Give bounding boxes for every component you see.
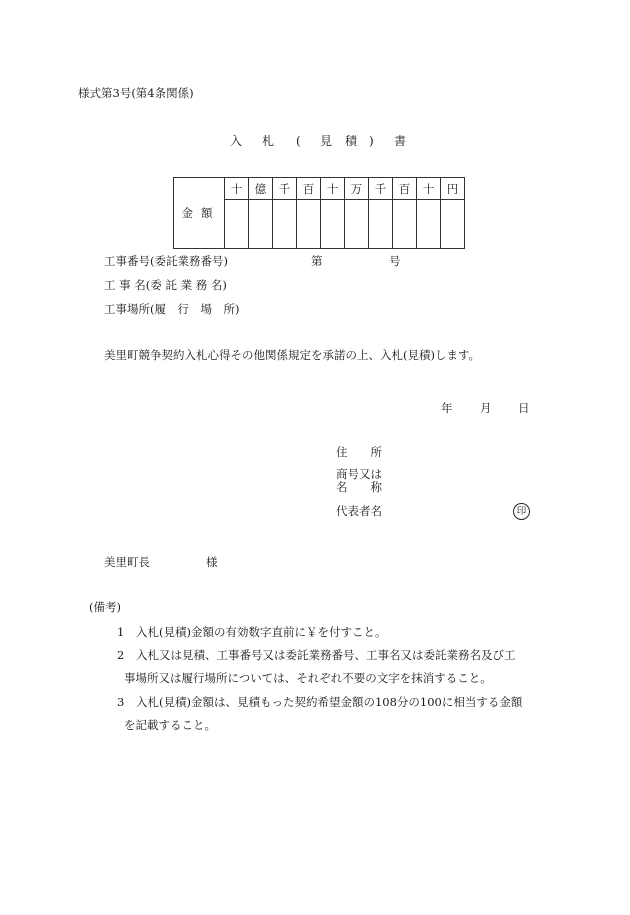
amount-digit-cell[interactable]	[417, 200, 441, 249]
addressee-name: 美里町長	[104, 555, 150, 569]
addressee-honorific: 様	[206, 555, 218, 569]
unit-header: 十	[321, 178, 345, 200]
title-char: 見	[320, 134, 333, 148]
title-char: 書	[394, 134, 407, 148]
amount-digit-cell[interactable]	[345, 200, 369, 249]
title-char: )	[369, 134, 374, 148]
remark-text: 事場所又は履行場所については、それぞれ不要の文字を抹消すること。	[124, 671, 492, 685]
unit-header: 万	[345, 178, 369, 200]
date-year: 年	[441, 401, 453, 415]
amount-digit-cell[interactable]	[297, 200, 321, 249]
number-prefix: 第	[311, 254, 323, 268]
unit-header: 十	[225, 178, 249, 200]
number-suffix: 号	[389, 254, 401, 268]
unit-header: 十	[417, 178, 441, 200]
work-name-label: 工 事 名(委 託 業 務 名)	[104, 278, 227, 292]
amount-label: 金額	[174, 178, 225, 249]
title-char: 入	[230, 134, 243, 148]
amount-digit-cell[interactable]	[369, 200, 393, 249]
date-month: 月	[480, 401, 492, 415]
unit-header: 百	[393, 178, 417, 200]
work-number-label: 工事番号(委託業務番号)	[104, 254, 228, 268]
representative-label: 代表者名	[336, 504, 382, 518]
remark-number: 3	[117, 695, 125, 709]
unit-header: 億	[249, 178, 273, 200]
address-label: 住 所	[336, 445, 382, 459]
trade-name-label: 名 称	[336, 480, 382, 494]
title-char: 札	[262, 134, 275, 148]
remark-text: 入札(見積)金額の有効数字直前に￥を付すこと。	[136, 625, 387, 639]
unit-header: 百	[297, 178, 321, 200]
amount-digit-cell[interactable]	[321, 200, 345, 249]
remark-number: 1	[117, 625, 125, 639]
date-day: 日	[518, 401, 530, 415]
amount-digit-cell[interactable]	[441, 200, 465, 249]
remark-text: 入札又は見積、工事番号又は委託業務番号、工事名又は委託業務名及び工	[136, 648, 516, 662]
amount-digit-cell[interactable]	[249, 200, 273, 249]
title-char: (	[296, 134, 301, 148]
amount-digit-cell[interactable]	[273, 200, 297, 249]
unit-header: 千	[369, 178, 393, 200]
seal-mark: 印	[513, 503, 530, 520]
unit-header: 円	[441, 178, 465, 200]
amount-digit-cell[interactable]	[225, 200, 249, 249]
remark-number: 2	[117, 648, 125, 662]
work-place-label: 工事場所(履 行 場 所)	[104, 302, 240, 316]
declaration-text: 美里町競争契約入札心得その他関係規定を承諾の上、入札(見積)します。	[104, 348, 481, 362]
remarks-header: (備考)	[89, 600, 121, 614]
unit-header: 千	[273, 178, 297, 200]
amount-digit-cell[interactable]	[393, 200, 417, 249]
remark-text: を記載すること。	[124, 718, 216, 732]
title-char: 積	[345, 134, 358, 148]
form-number: 様式第3号(第4条関係)	[78, 86, 194, 100]
trade-name-label: 商号又は	[336, 467, 382, 481]
amount-table	[173, 177, 465, 249]
remark-text: 入札(見積)金額は、見積もった契約希望金額の108分の100に相当する金額	[136, 695, 523, 709]
